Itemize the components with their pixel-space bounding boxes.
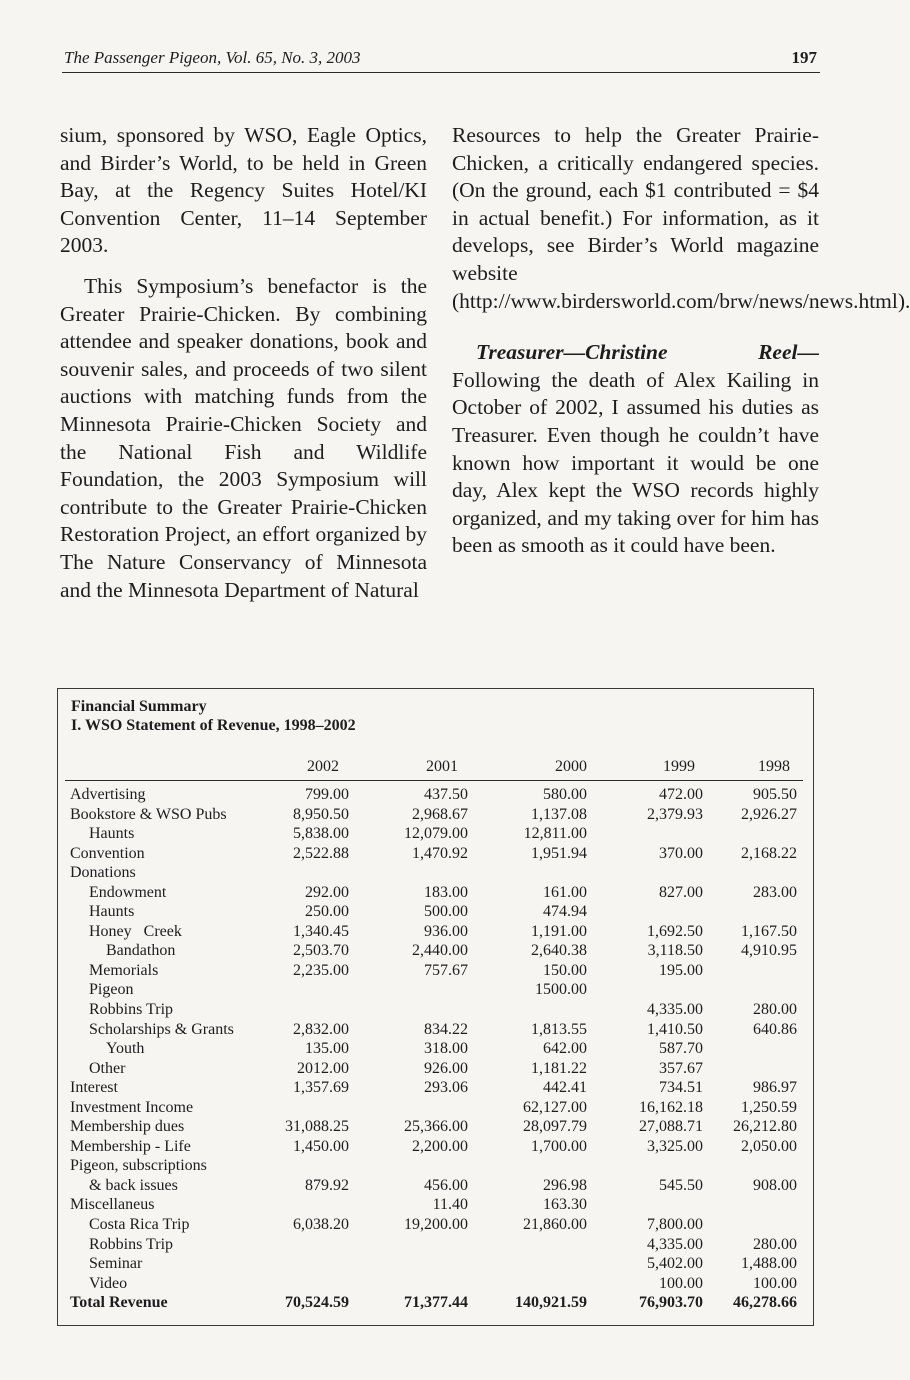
cell-2001: 757.67 xyxy=(424,961,468,979)
table-row xyxy=(0,1215,861,1235)
cell-1999: 100.00 xyxy=(659,1274,703,1292)
cell-1998: 2,926.27 xyxy=(741,805,797,823)
cell-1998: 26,212.80 xyxy=(733,1118,797,1136)
cell-1999: 4,335.00 xyxy=(647,1235,703,1253)
cell-2002: 250.00 xyxy=(305,903,349,921)
row-label: Advertising xyxy=(70,786,146,803)
revenue-statement-subtitle: I. WSO Statement of Revenue, 1998–2002 xyxy=(71,717,356,734)
cell-2001: 936.00 xyxy=(424,922,468,940)
cell-1998: 640.86 xyxy=(753,1020,797,1038)
running-head-title: The Passenger Pigeon, Vol. 65, No. 3, 2003 xyxy=(64,48,361,67)
cell-2001: 456.00 xyxy=(424,1176,468,1194)
cell-1998: 2,050.00 xyxy=(741,1137,797,1155)
cell-2000: 62,127.00 xyxy=(523,1098,587,1116)
row-label: Haunts xyxy=(89,825,135,843)
table-row xyxy=(0,1020,861,1040)
treasurer-body: Following the death of Alex Kailing in October of 2002, I assumed his duties as Treasurer. Even though he couldn’t have known how important it would be one day, Alex kept the WSO records highly organized, and my taking over for him has been as smooth as it could have been. xyxy=(452,367,819,558)
cell-1999: 3,325.00 xyxy=(647,1137,703,1155)
cell-1998: 100.00 xyxy=(753,1274,797,1292)
cell-1999: 357.67 xyxy=(659,1059,703,1077)
table-row xyxy=(0,941,861,961)
cell-1999: 1,410.50 xyxy=(647,1020,703,1038)
table-row xyxy=(0,824,861,844)
cell-2000: 1,700.00 xyxy=(531,1137,587,1155)
table-row xyxy=(0,1254,861,1274)
table-row xyxy=(0,883,861,903)
cell-1998: 905.50 xyxy=(753,786,797,803)
cell-2000: 1,181.22 xyxy=(531,1059,587,1077)
cell-1998: 1,488.00 xyxy=(741,1255,797,1273)
table-row xyxy=(0,980,861,1000)
cell-2002: 5,838.00 xyxy=(293,825,349,843)
financial-summary-title: Financial Summary xyxy=(71,698,207,715)
cell-2000: 163.30 xyxy=(543,1196,587,1214)
cell-2002: 2,522.88 xyxy=(293,844,349,862)
table-row xyxy=(0,1078,861,1098)
table-row xyxy=(0,1137,861,1157)
row-label: Miscellaneus xyxy=(70,1196,155,1214)
cell-1998: 46,278.66 xyxy=(733,1294,797,1312)
cell-1998: 1,167.50 xyxy=(741,922,797,940)
cell-2002: 799.00 xyxy=(305,786,349,803)
cell-1998: 2,168.22 xyxy=(741,844,797,862)
row-label: Investment Income xyxy=(70,1098,194,1116)
cell-2000: 442.41 xyxy=(543,1079,587,1097)
right-text-column xyxy=(452,122,910,573)
row-label: Convention xyxy=(70,844,145,862)
cell-2002: 31,088.25 xyxy=(285,1118,349,1136)
cell-1999: 16,162.18 xyxy=(639,1098,703,1116)
header-rule xyxy=(62,72,820,73)
table-row xyxy=(0,863,861,883)
row-label: Video xyxy=(89,1274,128,1292)
row-label: Robbins Trip xyxy=(89,1235,174,1253)
year-header-1999: 1999 xyxy=(663,758,695,775)
cell-2000: 580.00 xyxy=(543,786,587,803)
table-row xyxy=(0,1156,861,1176)
cell-1998: 280.00 xyxy=(753,1001,797,1019)
cell-2001: 2,440.00 xyxy=(412,942,468,960)
row-label: Bookstore & WSO Pubs xyxy=(70,805,227,823)
cell-2000: 150.00 xyxy=(543,961,587,979)
cell-2000: 1,137.08 xyxy=(531,805,587,823)
cell-2001: 1,470.92 xyxy=(412,844,468,862)
cell-2001: 926.00 xyxy=(424,1059,468,1077)
revenue-table-body xyxy=(0,785,861,1313)
cell-1999: 1,692.50 xyxy=(647,922,703,940)
row-label: Costa Rica Trip xyxy=(89,1216,190,1234)
cell-1999: 587.70 xyxy=(659,1040,703,1058)
row-label: Other xyxy=(89,1059,126,1077)
cell-2001: 71,377.44 xyxy=(404,1294,468,1312)
cell-1999: 5,402.00 xyxy=(647,1255,703,1273)
cell-2000: 2,640.38 xyxy=(531,942,587,960)
cell-2000: 12,811.00 xyxy=(523,825,587,843)
cell-2001: 500.00 xyxy=(424,903,468,921)
left-text-column xyxy=(60,122,427,617)
table-row xyxy=(0,844,861,864)
row-label: Scholarships & Grants xyxy=(89,1020,234,1038)
row-label: Donations xyxy=(70,864,136,882)
row-label: Membership - Life xyxy=(70,1137,191,1155)
row-label: Membership dues xyxy=(70,1118,185,1136)
cell-2001: 2,200.00 xyxy=(412,1137,468,1155)
table-row xyxy=(0,902,861,922)
cell-2000: 1500.00 xyxy=(535,981,587,999)
row-label: Endowment xyxy=(89,883,167,901)
treasurer-paragraph xyxy=(452,339,819,560)
cell-2000: 21,860.00 xyxy=(523,1216,587,1234)
cell-2002: 1,340.45 xyxy=(293,922,349,940)
cell-2001: 293.06 xyxy=(424,1079,468,1097)
cell-2002: 2,235.00 xyxy=(293,961,349,979)
cell-2002: 879.92 xyxy=(305,1176,349,1194)
cell-1999: 827.00 xyxy=(659,883,703,901)
cell-2001: 19,200.00 xyxy=(404,1216,468,1234)
row-label: Bandathon xyxy=(106,942,176,960)
row-label: Honey Creek xyxy=(89,922,182,940)
table-row xyxy=(0,1195,861,1215)
cell-2001: 183.00 xyxy=(424,883,468,901)
cell-2000: 140,921.59 xyxy=(515,1294,587,1312)
cell-1999: 7,800.00 xyxy=(647,1216,703,1234)
row-label: Seminar xyxy=(89,1255,143,1273)
cell-2002: 1,450.00 xyxy=(293,1137,349,1155)
table-row xyxy=(0,961,861,981)
table-row xyxy=(0,785,861,805)
row-label: Youth xyxy=(106,1040,145,1058)
year-header-2002: 2002 xyxy=(307,758,339,775)
table-row xyxy=(0,1274,861,1294)
cell-1999: 27,088.71 xyxy=(639,1118,703,1136)
cell-2002: 2,503.70 xyxy=(293,942,349,960)
cell-1999: 4,335.00 xyxy=(647,1001,703,1019)
right-paragraph-1: Resources to help the Greater Prairie-Chicken, a critically endangered species. (On the ground, each $1 contributed = $4 in actual benefit.) For information, as it develops, see Birder’s World magazine website (http://www.birdersworld.com/brw/news/news.html). xyxy=(452,123,910,313)
row-label: Memorials xyxy=(89,961,159,979)
cell-2001: 12,079.00 xyxy=(404,825,468,843)
cell-2002: 135.00 xyxy=(305,1040,349,1058)
cell-2001: 25,366.00 xyxy=(404,1118,468,1136)
cell-2000: 28,097.79 xyxy=(523,1118,587,1136)
treasurer-heading: Treasurer—Christine Reel— xyxy=(476,340,819,365)
cell-2000: 161.00 xyxy=(543,883,587,901)
cell-2002: 292.00 xyxy=(305,883,349,901)
cell-1999: 195.00 xyxy=(659,961,703,979)
cell-1999: 3,118.50 xyxy=(647,942,703,960)
cell-1999: 2,379.93 xyxy=(647,805,703,823)
table-row xyxy=(0,1176,861,1196)
cell-1999: 76,903.70 xyxy=(639,1294,703,1312)
cell-2001: 437.50 xyxy=(424,786,468,803)
row-label: Interest xyxy=(70,1079,118,1097)
cell-2000: 1,951.94 xyxy=(531,844,587,862)
table-row xyxy=(0,1098,861,1118)
cell-2000: 642.00 xyxy=(543,1040,587,1058)
cell-1998: 1,250.59 xyxy=(741,1098,797,1116)
year-header-2000: 2000 xyxy=(555,758,587,775)
cell-2001: 834.22 xyxy=(424,1020,468,1038)
cell-2000: 1,191.00 xyxy=(531,922,587,940)
row-label: Pigeon xyxy=(89,981,134,999)
cell-2000: 474.94 xyxy=(543,903,587,921)
table-row xyxy=(0,1039,861,1059)
cell-2002: 1,357.69 xyxy=(293,1079,349,1097)
left-paragraph-2: This Symposium’s benefactor is the Greater Prairie-Chicken. By combining attendee and speaker donations, book and souvenir sales, and proceeds of two silent auctions with matching funds from the Minnesota Prairie-Chicken Society and the National Fish and Wildlife Foundation, the 2003 Symposium will contribute to the Greater Prairie-Chicken Restoration Project, an effort organized by The Nature Conservancy of Minnesota and the Minnesota Department of Natural xyxy=(60,273,427,602)
year-header-2001: 2001 xyxy=(426,758,458,775)
year-header-1998: 1998 xyxy=(758,758,790,775)
cell-1999: 734.51 xyxy=(659,1079,703,1097)
cell-2002: 70,524.59 xyxy=(285,1294,349,1312)
table-row xyxy=(0,1235,861,1255)
cell-2002: 8,950.50 xyxy=(293,805,349,823)
cell-2002: 2,832.00 xyxy=(293,1020,349,1038)
cell-2001: 318.00 xyxy=(424,1040,468,1058)
page-number: 197 xyxy=(791,48,817,67)
cell-1998: 283.00 xyxy=(753,883,797,901)
row-label: Robbins Trip xyxy=(89,1001,174,1019)
table-header-rule xyxy=(65,780,803,781)
cell-2002: 6,038.20 xyxy=(293,1216,349,1234)
left-paragraph-1: sium, sponsored by WSO, Eagle Optics, and Birder’s World, to be held in Green Bay, at the Regency Suites Hotel/KI Convention Center, 11–14 September 2003. xyxy=(60,123,427,258)
cell-1998: 4,910.95 xyxy=(741,942,797,960)
table-row xyxy=(0,922,861,942)
cell-2000: 1,813.55 xyxy=(531,1020,587,1038)
cell-1999: 370.00 xyxy=(659,844,703,862)
row-label: Pigeon, subscriptions xyxy=(70,1157,207,1175)
cell-1999: 472.00 xyxy=(659,786,703,803)
cell-1998: 986.97 xyxy=(753,1079,797,1097)
cell-1998: 280.00 xyxy=(753,1235,797,1253)
table-row xyxy=(0,1059,861,1079)
table-row xyxy=(0,1000,861,1020)
cell-2002: 2012.00 xyxy=(297,1059,349,1077)
table-row xyxy=(0,805,861,825)
row-label: Haunts xyxy=(89,903,135,921)
cell-2001: 2,968.67 xyxy=(412,805,468,823)
table-row xyxy=(0,1117,861,1137)
total-revenue-row xyxy=(0,1293,861,1313)
cell-1999: 545.50 xyxy=(659,1176,703,1194)
row-label: Total Revenue xyxy=(70,1294,168,1312)
cell-2001: 11.40 xyxy=(432,1196,468,1214)
cell-1998: 908.00 xyxy=(753,1176,797,1194)
row-label: & back issues xyxy=(89,1176,178,1194)
cell-2000: 296.98 xyxy=(543,1176,587,1194)
